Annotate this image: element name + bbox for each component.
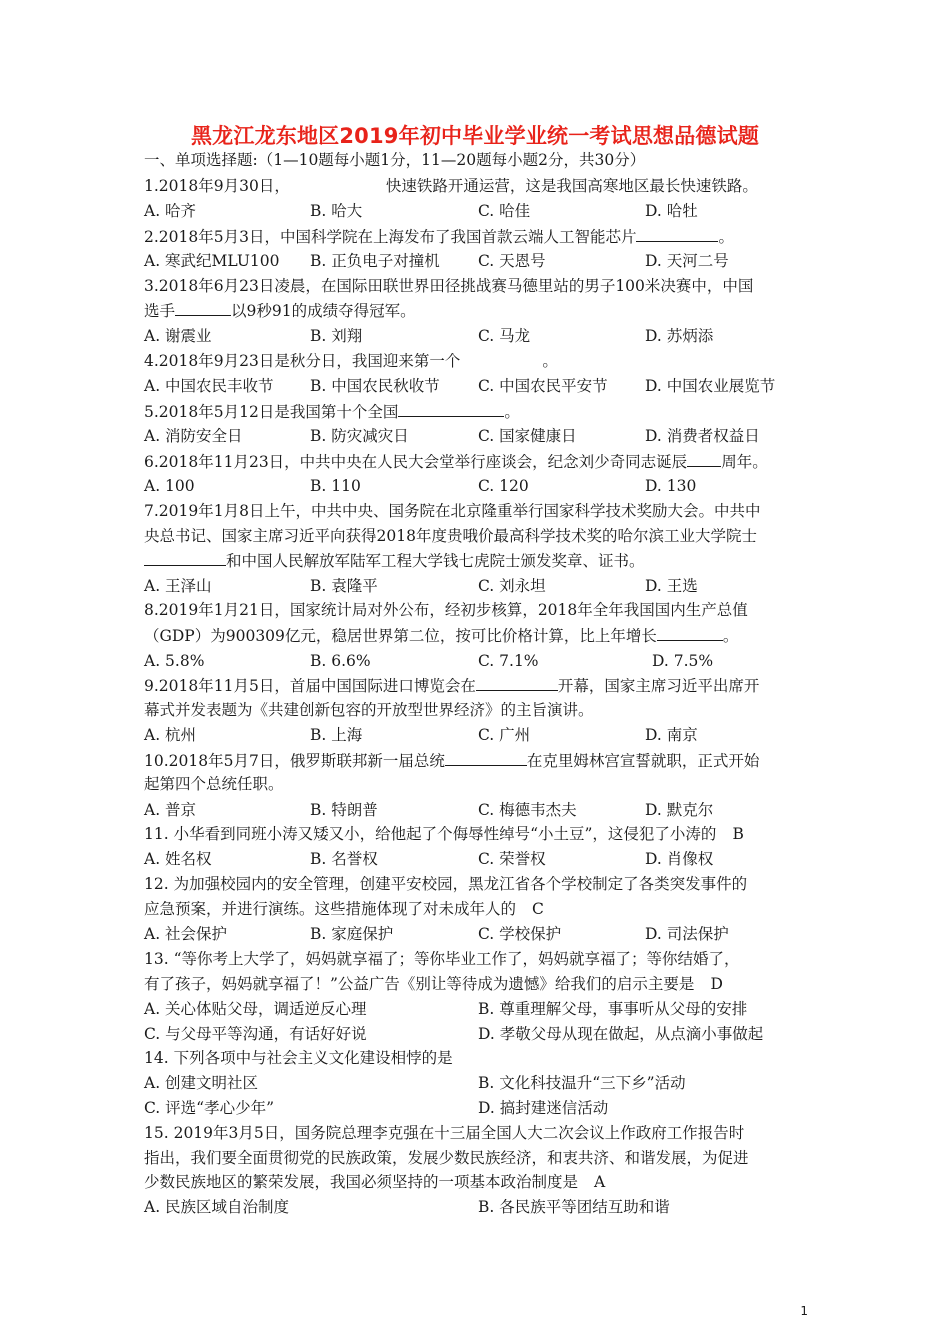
question-15-stem-line-1: 15. 2019年3月5日，国务院总理李克强在十三届全国人大二次会议上作政府工作报告时 — [144, 1124, 745, 1142]
question-1-option-d[interactable]: D. 哈牡 — [645, 202, 698, 220]
question-1-option-b[interactable]: B. 哈大 — [310, 202, 363, 220]
question-12-stem-line-2 — [144, 899, 544, 919]
question-1-text-b: 快速铁路开通运营，这是我国高寒地区最长快速铁路。 — [385, 177, 758, 195]
question-13-stem-line-1: 13. “等你考上大学了，妈妈就享福了；等你毕业工作了，妈妈就享福了；等你结婚了， — [144, 950, 740, 968]
question-2-option-d[interactable]: D. 天河二号 — [645, 252, 729, 270]
question-2-option-c[interactable]: C. 天恩号 — [478, 252, 546, 270]
question-14-stem: 14. 下列各项中与社会主义文化建设相悖的是 — [144, 1049, 453, 1067]
question-8-text-b: （GDP）为900309亿元，稳居世界第二位，按可比价格计算，比上年增长 — [144, 627, 657, 645]
question-11-stem — [144, 824, 744, 844]
question-10-option-b[interactable]: B. 特朗普 — [310, 801, 378, 819]
question-13-option-c[interactable]: C. 与父母平等沟通，有话好好说 — [144, 1025, 367, 1043]
question-4-text-b: 。 — [542, 352, 558, 370]
question-2-option-b[interactable]: B. 正负电子对撞机 — [310, 252, 440, 270]
question-12-option-b[interactable]: B. 家庭保护 — [310, 925, 394, 943]
question-4-text-a: 4.2018年9月23日是秋分日，我国迎来第一个 — [144, 352, 461, 370]
question-9-option-d[interactable]: D. 南京 — [645, 726, 698, 744]
question-13-stem-line-2 — [144, 974, 723, 994]
question-9-text-a: 9.2018年11月5日，首届中国国际进口博览会在 — [144, 677, 476, 695]
question-2-option-a[interactable]: A. 寒武纪MLU100 — [144, 252, 280, 270]
answer-blank — [398, 401, 504, 417]
question-2-text-b: 。 — [718, 228, 734, 246]
question-11-answer: B — [732, 825, 744, 843]
answer-blank — [175, 300, 231, 316]
question-7-stem-line-2: 央总书记、国家主席习近平向获得2018年度贵哦价最高科学技术奖的哈尔滨工业大学院士 — [144, 527, 757, 545]
question-14-option-b[interactable]: B. 文化科技温升“三下乡”活动 — [478, 1074, 686, 1092]
question-7-option-d[interactable]: D. 王选 — [645, 577, 698, 595]
question-6-option-d[interactable]: D. 130 — [645, 477, 697, 495]
question-12-option-c[interactable]: C. 学校保护 — [478, 925, 562, 943]
question-7-option-c[interactable]: C. 刘永坦 — [478, 577, 546, 595]
question-7-option-a[interactable]: A. 王泽山 — [144, 577, 212, 595]
question-7-text-c: 和中国人民解放军陆军工程大学钱七虎院士颁发奖章、证书。 — [226, 552, 645, 570]
question-8-stem-line-2 — [144, 625, 738, 646]
question-8-option-b[interactable]: B. 6.6% — [310, 652, 371, 670]
question-7-stem-line-3 — [144, 550, 645, 571]
question-15-answer: A — [594, 1173, 606, 1191]
question-12-text-b: 应急预案，并进行演练。这些措施体现了对未成年人的 — [144, 900, 517, 918]
question-9-text-b: 开幕，国家主席习近平出席开 — [557, 677, 760, 695]
question-12-answer: C — [532, 900, 544, 918]
question-8-option-c[interactable]: C. 7.1% — [478, 652, 539, 670]
question-5-text-a: 5.2018年5月12日是我国第十个全国 — [144, 403, 399, 421]
question-13-option-d[interactable]: D. 孝敬父母从现在做起，从点滴小事做起 — [478, 1025, 764, 1043]
question-9-option-c[interactable]: C. 广州 — [478, 726, 531, 744]
answer-blank — [636, 226, 718, 242]
question-1-text-a: 1.2018年9月30日， — [144, 177, 290, 195]
exam-title: 黑龙江龙东地区2019年初中毕业学业统一考试思想品德试题 — [190, 124, 760, 148]
question-9-option-b[interactable]: B. 上海 — [310, 726, 363, 744]
question-5-option-b[interactable]: B. 防灾减灾日 — [310, 427, 409, 445]
question-4-stem — [144, 351, 558, 371]
question-10-option-a[interactable]: A. 普京 — [144, 801, 197, 819]
question-3-stem-line-2 — [144, 300, 416, 321]
question-7-option-b[interactable]: B. 袁隆平 — [310, 577, 378, 595]
question-12-option-a[interactable]: A. 社会保护 — [144, 925, 228, 943]
question-6-text-b: 周年。 — [721, 453, 768, 471]
question-12-stem-line-1: 12. 为加强校园内的安全管理，创建平安校园，黑龙江省各个学校制定了各类突发事件的 — [144, 875, 748, 893]
question-5-text-b: 。 — [504, 403, 520, 421]
question-6-option-b[interactable]: B. 110 — [310, 477, 361, 495]
question-15-option-b[interactable]: B. 各民族平等团结互助和谐 — [478, 1198, 670, 1216]
question-11-option-c[interactable]: C. 荣誉权 — [478, 850, 546, 868]
question-8-option-a[interactable]: A. 5.8% — [144, 652, 205, 670]
answer-blank — [445, 750, 527, 766]
question-13-option-a[interactable]: A. 关心体贴父母，调适逆反心理 — [144, 1000, 367, 1018]
question-11-option-b[interactable]: B. 名誉权 — [310, 850, 378, 868]
question-15-stem-line-2: 指出，我们要全面贯彻党的民族政策，发展少数民族经济，和衷共济、和谐发展，为促进 — [144, 1149, 749, 1167]
answer-blank — [657, 625, 723, 641]
question-8-text-c: 。 — [722, 627, 739, 645]
question-10-stem-line-2: 起第四个总统任职。 — [144, 775, 284, 793]
answer-blank — [687, 451, 721, 467]
question-14-option-c[interactable]: C. 评选“孝心少年” — [144, 1099, 275, 1117]
question-6-stem — [144, 451, 768, 472]
question-14-option-d[interactable]: D. 搞封建迷信活动 — [478, 1099, 609, 1117]
question-3-option-d[interactable]: D. 苏炳添 — [645, 327, 714, 345]
question-11-option-d[interactable]: D. 肖像权 — [645, 850, 714, 868]
question-10-text-a: 10.2018年5月7日，俄罗斯联邦新一届总统 — [144, 752, 445, 770]
question-1-option-a[interactable]: A. 哈齐 — [144, 202, 197, 220]
question-12-option-d[interactable]: D. 司法保护 — [645, 925, 729, 943]
question-4-option-c[interactable]: C. 中国农民平安节 — [478, 377, 608, 395]
question-11-text: 11. 小华看到同班小涛又矮又小，给他起了个侮辱性绰号“小土豆”，这侵犯了小涛的 — [144, 825, 717, 843]
question-1-stem — [144, 176, 758, 196]
section-heading: 一、单项选择题:（1—10题每小题1分，11—20题每小题2分，共30分） — [144, 151, 646, 169]
question-2-text-a: 2.2018年5月3日，中国科学院在上海发布了我国首款云端人工智能芯片 — [144, 228, 637, 246]
question-2-stem — [144, 226, 734, 247]
question-8-option-d[interactable]: D. 7.5% — [652, 652, 714, 670]
question-15-option-a[interactable]: A. 民族区域自治制度 — [144, 1198, 290, 1216]
question-3-option-a[interactable]: A. 谢震业 — [144, 327, 212, 345]
question-3-text-b: 以9秒91的成绩夺得冠军。 — [231, 302, 416, 320]
question-4-option-b[interactable]: B. 中国农民秋收节 — [310, 377, 440, 395]
question-10-option-d[interactable]: D. 默克尔 — [645, 801, 714, 819]
answer-blank — [476, 675, 558, 691]
question-13-text-b: 有了孩子，妈妈就享福了！”公益广告《别让等待成为遗憾》给我们的启示主要是 — [144, 975, 695, 993]
question-13-answer: D — [710, 975, 723, 993]
question-3-stem-line-1: 3.2018年6月23日凌晨，在国际田联世界田径挑战赛马德里站的男子100米决赛中，中国 — [144, 277, 754, 295]
answer-blank — [144, 550, 226, 566]
question-10-stem-line-1 — [144, 750, 759, 771]
question-5-option-c[interactable]: C. 国家健康日 — [478, 427, 577, 445]
question-5-option-d[interactable]: D. 消费者权益日 — [645, 427, 760, 445]
question-10-text-b: 在克里姆林宫宣誓就职，正式开始 — [526, 752, 760, 770]
page-number: 1 — [800, 1304, 808, 1318]
question-9-option-a[interactable]: A. 杭州 — [144, 726, 197, 744]
question-3-option-c[interactable]: C. 马龙 — [478, 327, 531, 345]
question-8-stem-line-1: 8.2019年1月21日，国家统计局对外公布，经初步核算，2018年全年我国国内生产总值 — [144, 601, 748, 619]
question-13-option-b[interactable]: B. 尊重理解父母，事事听从父母的安排 — [478, 1000, 748, 1018]
question-6-text-a: 6.2018年11月23日，中共中央在人民大会堂举行座谈会，纪念刘少奇同志诞辰 — [144, 453, 688, 471]
question-5-stem — [144, 401, 520, 422]
question-6-option-c[interactable]: C. 120 — [478, 477, 529, 495]
question-4-option-a[interactable]: A. 中国农民丰收节 — [144, 377, 274, 395]
question-6-option-a[interactable]: A. 100 — [144, 477, 195, 495]
question-3-option-b[interactable]: B. 刘翔 — [310, 327, 363, 345]
question-9-stem-line-2: 幕式并发表题为《共建创新包容的开放型世界经济》的主旨演讲。 — [144, 701, 594, 719]
question-9-stem-line-1 — [144, 675, 759, 696]
question-4-option-d[interactable]: D. 中国农业展览节 — [645, 377, 776, 395]
question-1-option-c[interactable]: C. 哈佳 — [478, 202, 531, 220]
question-11-option-a[interactable]: A. 姓名权 — [144, 850, 212, 868]
question-15-text-c: 少数民族地区的繁荣发展，我国必须坚持的一项基本政治制度是 — [144, 1173, 579, 1191]
question-5-option-a[interactable]: A. 消防安全日 — [144, 427, 243, 445]
question-15-stem-line-3 — [144, 1172, 605, 1192]
question-3-text-a: 选手 — [144, 302, 176, 320]
question-10-option-c[interactable]: C. 梅德韦杰夫 — [478, 801, 577, 819]
question-7-stem-line-1: 7.2019年1月8日上午，中共中央、国务院在北京隆重举行国家科学技术奖励大会。中共中 — [144, 502, 761, 520]
question-14-option-a[interactable]: A. 创建文明社区 — [144, 1074, 259, 1092]
